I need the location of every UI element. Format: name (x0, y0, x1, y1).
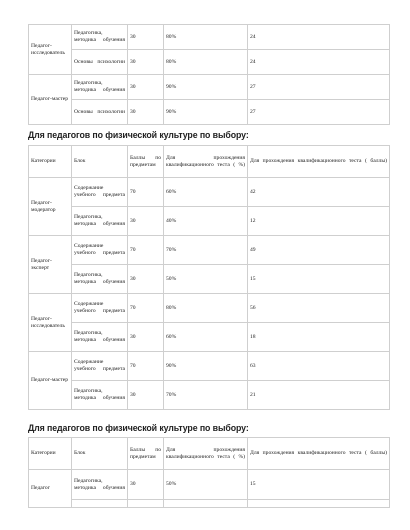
points-cell: 24 (248, 50, 390, 75)
header-category: Категории (29, 438, 72, 470)
percent-cell: 80% (164, 50, 248, 75)
points-cell: 49 (248, 236, 390, 265)
block-cell: Педагогика, методика обучения (72, 75, 128, 100)
block-cell: Содержание учебного предмета (72, 178, 128, 207)
block-cell: Содержание учебного предмета (72, 236, 128, 265)
table-row (29, 352, 390, 381)
table-header-row (29, 146, 390, 178)
header-category: Категории (29, 146, 72, 178)
score-cell: 70 (128, 294, 164, 323)
percent-cell: 80% (164, 294, 248, 323)
percent-cell: 60% (164, 323, 248, 352)
category-cell: Педагог-модератор (29, 178, 72, 236)
header-points: Для прохождения квалификационного теста ( баллы) (248, 146, 390, 178)
points-cell: 27 (248, 75, 390, 100)
block-cell: Основы психологии (72, 100, 128, 125)
table-row (29, 75, 390, 100)
block-cell: Основы психологии (72, 50, 128, 75)
percent-cell: 60% (164, 178, 248, 207)
score-cell: 30 (128, 207, 164, 236)
points-cell: 21 (248, 381, 390, 410)
table-row (29, 236, 390, 265)
percent-cell: 80% (164, 25, 248, 50)
score-cell: 70 (128, 236, 164, 265)
table-row (29, 50, 390, 75)
percent-cell: 90% (164, 100, 248, 125)
block-cell: Педагогика, методика обучения (72, 265, 128, 294)
section-heading: Для педагогов по физической культуре по выбору: (28, 423, 249, 433)
category-cell: Педагог-исследователь (29, 294, 72, 352)
points-cell: 27 (248, 100, 390, 125)
header-percent: Для прохождения квалификационного теста ( %) (164, 146, 248, 178)
header-percent: Для прохождения квалификационного теста ( %) (164, 438, 248, 470)
percent-cell: 90% (164, 352, 248, 381)
points-cell: 42 (248, 178, 390, 207)
points-cell: 56 (248, 294, 390, 323)
block-cell: Содержание учебного предмета (72, 352, 128, 381)
table-row (29, 323, 390, 352)
percent-cell (164, 500, 248, 508)
table-row (29, 207, 390, 236)
table-row (29, 25, 390, 50)
points-cell: 15 (248, 265, 390, 294)
percent-cell: 40% (164, 207, 248, 236)
score-cell: 30 (128, 50, 164, 75)
score-cell: 30 (128, 323, 164, 352)
score-cell (128, 500, 164, 508)
score-cell: 70 (128, 178, 164, 207)
points-cell: 18 (248, 323, 390, 352)
block-cell (72, 500, 128, 508)
table-row (29, 178, 390, 207)
block-cell: Педагогика, методика обучения (72, 207, 128, 236)
points-cell: 24 (248, 25, 390, 50)
category-cell: Педагог-эксперт (29, 236, 72, 294)
category-cell: Педагог-исследователь (29, 25, 72, 75)
block-cell: Педагогика, методика обучения (72, 25, 128, 50)
qualification-table-continued (28, 24, 390, 125)
block-cell: Педагогика, методика обучения (72, 381, 128, 410)
percent-cell: 50% (164, 265, 248, 294)
physical-education-table-2 (28, 437, 390, 508)
physical-education-table (28, 145, 390, 410)
table-row (29, 100, 390, 125)
category-cell: Педагог (29, 470, 72, 508)
block-cell: Содержание учебного предмета (72, 294, 128, 323)
header-block: Блок (72, 438, 128, 470)
table-row (29, 294, 390, 323)
block-cell: Педагогика, методика обучения (72, 470, 128, 500)
score-cell: 70 (128, 352, 164, 381)
block-cell: Педагогика, методика обучения (72, 323, 128, 352)
table-row (29, 381, 390, 410)
points-cell (248, 500, 390, 508)
score-cell: 30 (128, 100, 164, 125)
percent-cell: 70% (164, 381, 248, 410)
table-row (29, 265, 390, 294)
score-cell: 30 (128, 265, 164, 294)
points-cell: 63 (248, 352, 390, 381)
points-cell: 15 (248, 470, 390, 500)
header-block: Блок (72, 146, 128, 178)
category-cell: Педагог-мастер (29, 75, 72, 125)
percent-cell: 50% (164, 470, 248, 500)
section-heading: Для педагогов по физической культуре по выбору: (28, 130, 249, 140)
header-points: Для прохождения квалификационного теста ( баллы) (248, 438, 390, 470)
header-score: Баллы по предметам (128, 146, 164, 178)
percent-cell: 70% (164, 236, 248, 265)
score-cell: 30 (128, 75, 164, 100)
category-cell: Педагог-мастер (29, 352, 72, 410)
table-row (29, 470, 390, 500)
table-header-row (29, 438, 390, 470)
score-cell: 30 (128, 25, 164, 50)
score-cell: 30 (128, 470, 164, 500)
percent-cell: 90% (164, 75, 248, 100)
header-score: Баллы по предметам (128, 438, 164, 470)
points-cell: 12 (248, 207, 390, 236)
score-cell: 30 (128, 381, 164, 410)
table-row (29, 500, 390, 508)
